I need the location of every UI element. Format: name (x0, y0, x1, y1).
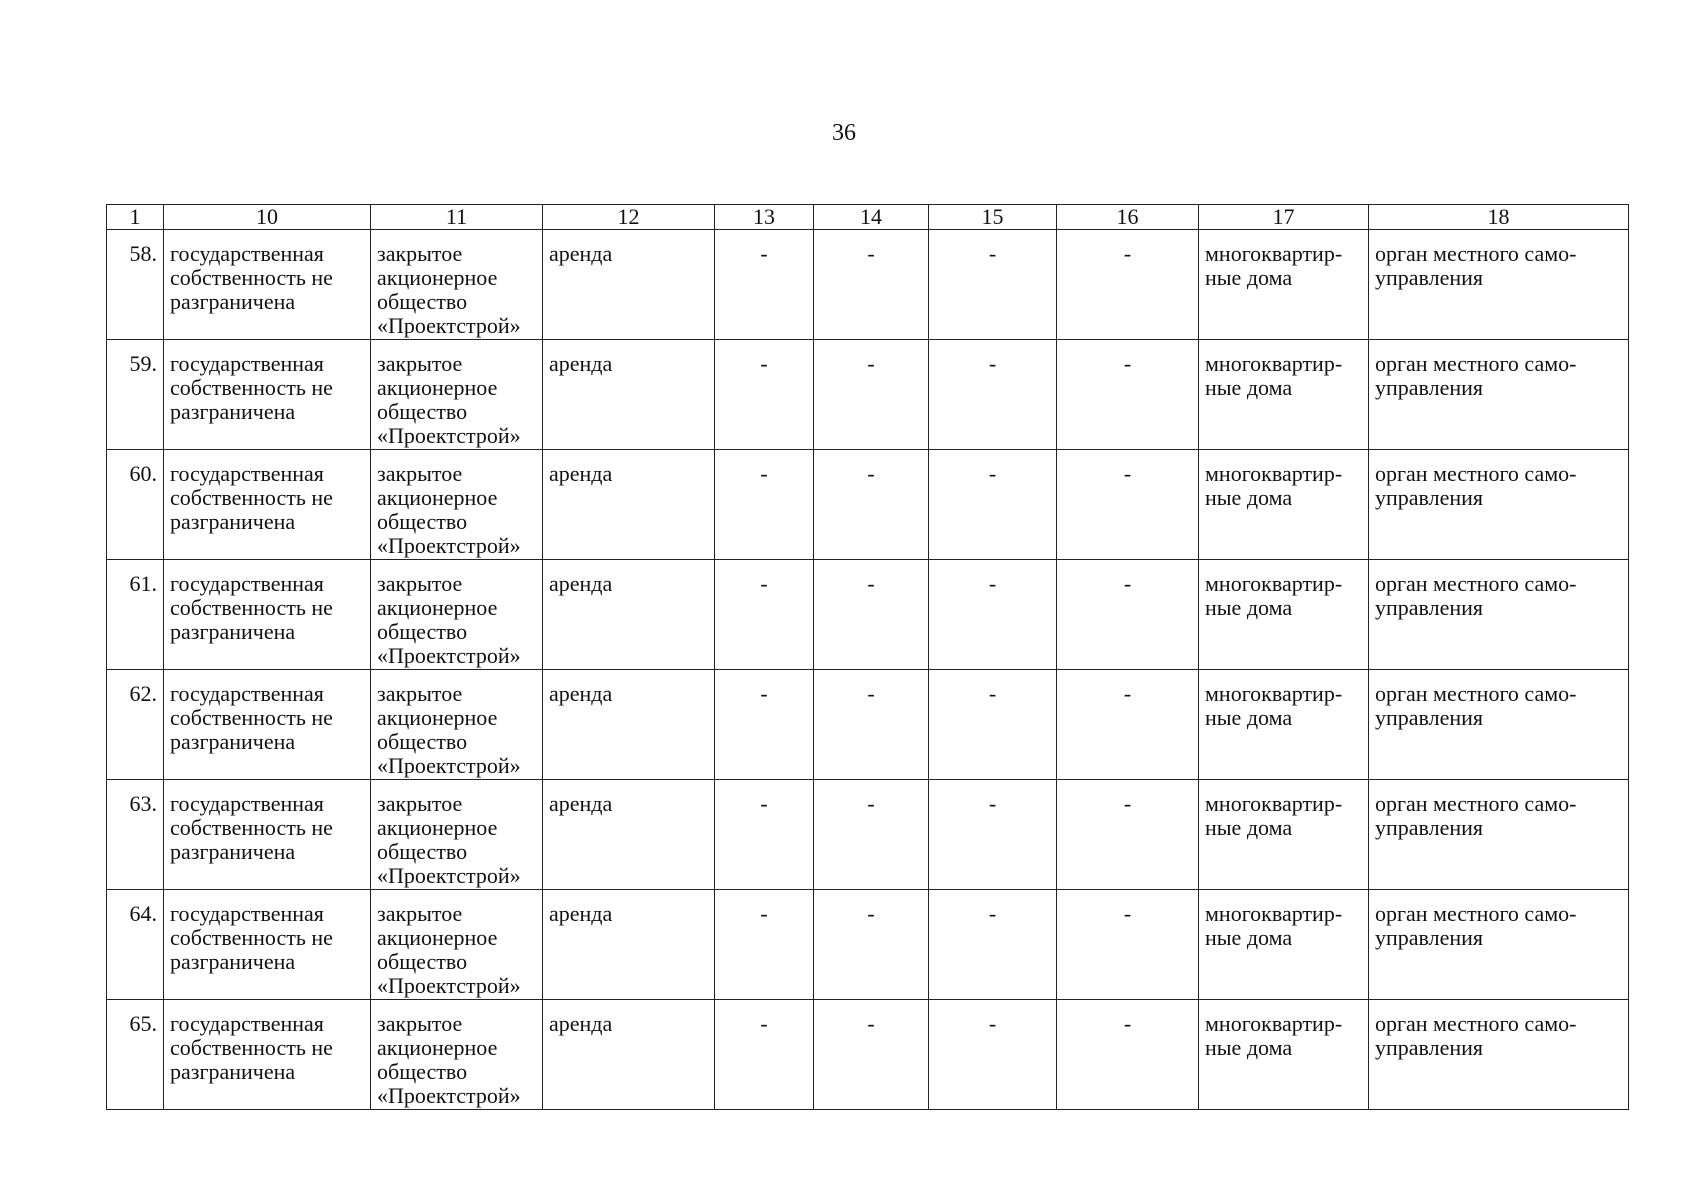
right-cell: аренда (543, 450, 715, 560)
column-13-cell: - (715, 1000, 814, 1110)
column-header: 12 (543, 205, 715, 230)
permitted-use-cell: многоквартир-ные дома (1199, 670, 1369, 780)
owner-cell: закрытое акционерное общество «Проектстрой» (371, 1000, 543, 1110)
column-13-cell: - (715, 450, 814, 560)
owner-cell: закрытое акционерное общество «Проектстрой» (371, 230, 543, 340)
column-15-cell: - (929, 340, 1057, 450)
authority-cell: орган местного само-управления (1369, 450, 1629, 560)
column-14-cell: - (814, 230, 929, 340)
column-header: 15 (929, 205, 1057, 230)
column-16-cell: - (1057, 780, 1199, 890)
authority-cell: орган местного само-управления (1369, 560, 1629, 670)
authority-cell: орган местного само-управления (1369, 780, 1629, 890)
permitted-use-cell: многоквартир-ные дома (1199, 780, 1369, 890)
permitted-use-cell: многоквартир-ные дома (1199, 230, 1369, 340)
column-13-cell: - (715, 560, 814, 670)
column-header: 1 (107, 205, 164, 230)
column-13-cell: - (715, 890, 814, 1000)
land-plots-table (106, 204, 1629, 1110)
table-row (107, 780, 1629, 890)
column-16-cell: - (1057, 340, 1199, 450)
column-header: 18 (1369, 205, 1629, 230)
column-16-cell: - (1057, 560, 1199, 670)
right-cell: аренда (543, 230, 715, 340)
ownership-cell: государственная собственность не разграничена (164, 890, 371, 1000)
column-15-cell: - (929, 230, 1057, 340)
permitted-use-cell: многоквартир-ные дома (1199, 560, 1369, 670)
column-13-cell: - (715, 340, 814, 450)
table-row (107, 560, 1629, 670)
table-row (107, 670, 1629, 780)
column-13-cell: - (715, 780, 814, 890)
column-header: 14 (814, 205, 929, 230)
row-number: 59. (107, 340, 164, 450)
column-15-cell: - (929, 1000, 1057, 1110)
table-row (107, 230, 1629, 340)
column-16-cell: - (1057, 890, 1199, 1000)
table-row (107, 1000, 1629, 1110)
owner-cell: закрытое акционерное общество «Проектстрой» (371, 450, 543, 560)
table-row (107, 450, 1629, 560)
owner-cell: закрытое акционерное общество «Проектстрой» (371, 340, 543, 450)
ownership-cell: государственная собственность не разграничена (164, 780, 371, 890)
column-15-cell: - (929, 670, 1057, 780)
ownership-cell: государственная собственность не разграничена (164, 450, 371, 560)
column-13-cell: - (715, 230, 814, 340)
column-16-cell: - (1057, 1000, 1199, 1110)
row-number: 64. (107, 890, 164, 1000)
row-number: 60. (107, 450, 164, 560)
column-14-cell: - (814, 340, 929, 450)
column-15-cell: - (929, 560, 1057, 670)
column-14-cell: - (814, 1000, 929, 1110)
ownership-cell: государственная собственность не разграничена (164, 340, 371, 450)
column-15-cell: - (929, 450, 1057, 560)
column-14-cell: - (814, 670, 929, 780)
table-header-row (107, 205, 1629, 230)
column-16-cell: - (1057, 230, 1199, 340)
owner-cell: закрытое акционерное общество «Проектстрой» (371, 890, 543, 1000)
column-15-cell: - (929, 890, 1057, 1000)
ownership-cell: государственная собственность не разграничена (164, 1000, 371, 1110)
column-header: 13 (715, 205, 814, 230)
authority-cell: орган местного само-управления (1369, 340, 1629, 450)
column-header: 16 (1057, 205, 1199, 230)
column-15-cell: - (929, 780, 1057, 890)
table-row (107, 340, 1629, 450)
permitted-use-cell: многоквартир-ные дома (1199, 1000, 1369, 1110)
right-cell: аренда (543, 890, 715, 1000)
column-header: 10 (164, 205, 371, 230)
column-13-cell: - (715, 670, 814, 780)
column-14-cell: - (814, 450, 929, 560)
owner-cell: закрытое акционерное общество «Проектстрой» (371, 670, 543, 780)
ownership-cell: государственная собственность не разграничена (164, 560, 371, 670)
owner-cell: закрытое акционерное общество «Проектстрой» (371, 560, 543, 670)
permitted-use-cell: многоквартир-ные дома (1199, 890, 1369, 1000)
row-number: 61. (107, 560, 164, 670)
authority-cell: орган местного само-управления (1369, 230, 1629, 340)
row-number: 62. (107, 670, 164, 780)
row-number: 58. (107, 230, 164, 340)
permitted-use-cell: многоквартир-ные дома (1199, 340, 1369, 450)
right-cell: аренда (543, 560, 715, 670)
ownership-cell: государственная собственность не разграничена (164, 230, 371, 340)
authority-cell: орган местного само-управления (1369, 1000, 1629, 1110)
right-cell: аренда (543, 1000, 715, 1110)
column-16-cell: - (1057, 450, 1199, 560)
ownership-cell: государственная собственность не разграничена (164, 670, 371, 780)
column-14-cell: - (814, 890, 929, 1000)
row-number: 63. (107, 780, 164, 890)
authority-cell: орган местного само-управления (1369, 890, 1629, 1000)
column-14-cell: - (814, 780, 929, 890)
table-row (107, 890, 1629, 1000)
owner-cell: закрытое акционерное общество «Проектстрой» (371, 780, 543, 890)
right-cell: аренда (543, 780, 715, 890)
permitted-use-cell: многоквартир-ные дома (1199, 450, 1369, 560)
column-header: 17 (1199, 205, 1369, 230)
column-14-cell: - (814, 560, 929, 670)
row-number: 65. (107, 1000, 164, 1110)
column-16-cell: - (1057, 670, 1199, 780)
authority-cell: орган местного само-управления (1369, 670, 1629, 780)
right-cell: аренда (543, 670, 715, 780)
column-header: 11 (371, 205, 543, 230)
page-number: 36 (832, 120, 856, 146)
right-cell: аренда (543, 340, 715, 450)
